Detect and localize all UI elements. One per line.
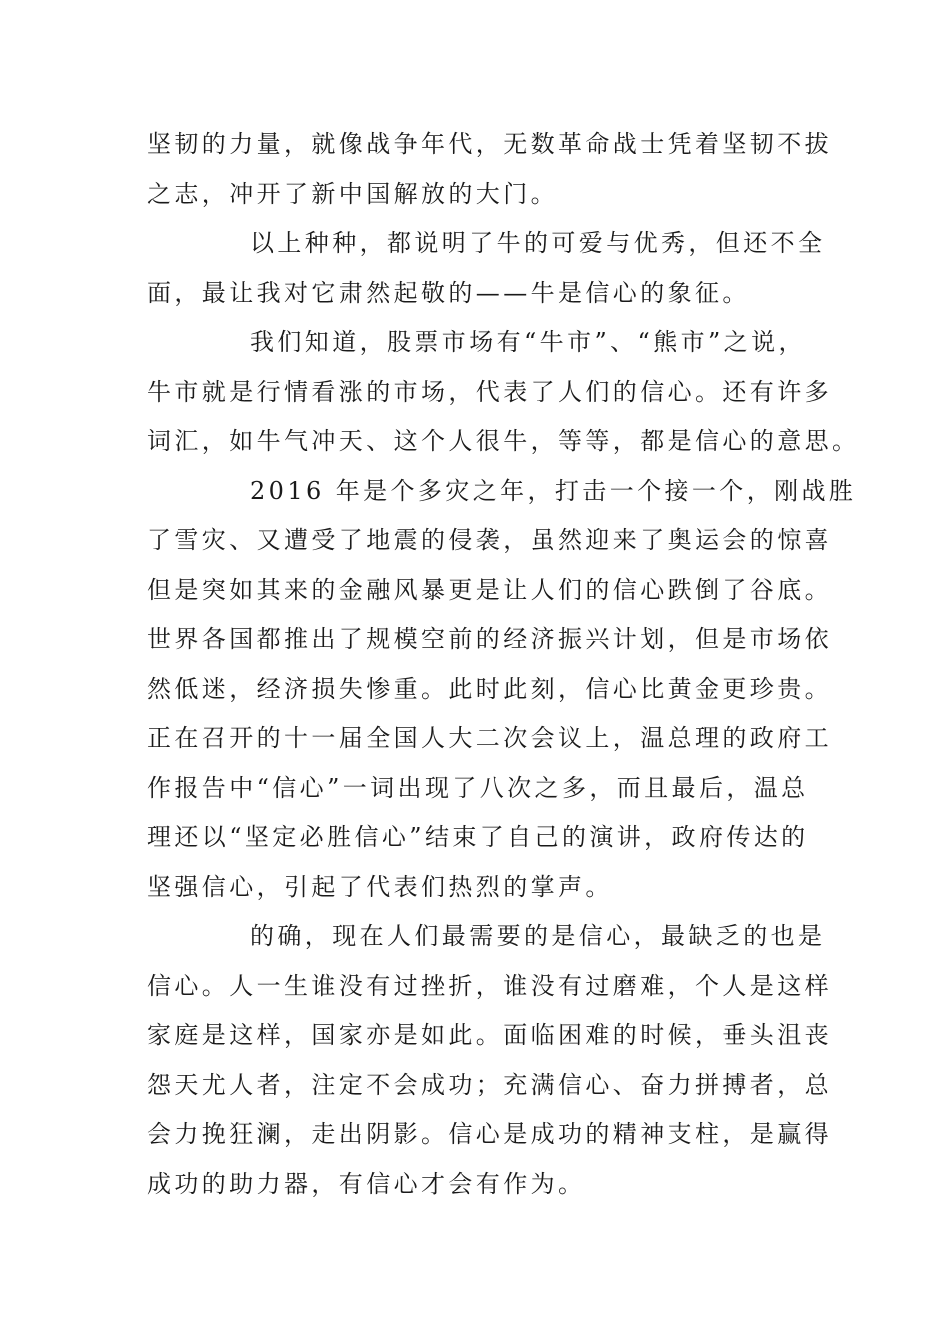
paragraph-first-line: 以上种种，都说明了牛的可爱与优秀，但还不全 [250, 229, 826, 257]
text-line: 家庭是这样，国家亦是如此。面临困难的时候，垂头沮丧 [147, 1021, 832, 1049]
paragraph-first-line: 2016 年是个多灾之年，打击一个接一个，刚战胜 [250, 476, 857, 505]
text-line: 作报告中“信心”一词出现了八次之多，而且最后，温总 [147, 773, 809, 802]
body-text [147, 120, 860, 1209]
text-line: 信心。人一生谁没有过挫折，谁没有过磨难，个人是这样 [147, 971, 832, 1000]
text-line: 正在召开的十一届全国人大二次会议上，温总理的政府工 [147, 724, 832, 752]
text-line: 之志，冲开了新中国解放的大门。 [147, 179, 558, 208]
text-line: 了雪灾、又遭受了地震的侵袭，虽然迎来了奥运会的惊喜 [147, 526, 832, 554]
text-line: 坚韧的力量，就像战争年代，无数革命战士凭着坚韧不拔 [147, 130, 832, 158]
text-line: 成功的助力器，有信心才会有作为。 [147, 1169, 586, 1198]
text-line: 面，最让我对它肃然起敬的——牛是信心的象征。 [147, 278, 750, 307]
text-line: 理还以“坚定必胜信心”结束了自己的演讲，政府传达的 [147, 823, 809, 851]
text-line: 词汇，如牛气冲天、这个人很牛，等等，都是信心的意思。 [147, 427, 860, 455]
paragraph-first-line: 的确，现在人们最需要的是信心，最缺乏的也是 [250, 922, 826, 950]
text-line: 牛市就是行情看涨的市场，代表了人们的信心。还有许多 [147, 377, 832, 406]
text-line: 会力挽狂澜，走出阴影。信心是成功的精神支柱，是赢得 [147, 1120, 832, 1148]
text-line: 然低迷，经济损失惨重。此时此刻，信心比黄金更珍贵。 [147, 674, 832, 703]
paragraph-first-line: 我们知道，股票市场有“牛市”、“熊市”之说， [250, 328, 806, 356]
text-line: 世界各国都推出了规模空前的经济振兴计划，但是市场依 [147, 625, 832, 653]
text-line: 但是突如其来的金融风暴更是让人们的信心跌倒了谷底。 [147, 575, 832, 604]
text-line: 坚强信心，引起了代表们热烈的掌声。 [147, 872, 613, 901]
text-line: 怨天尤人者，注定不会成功；充满信心、奋力拼搏者，总 [147, 1070, 832, 1099]
